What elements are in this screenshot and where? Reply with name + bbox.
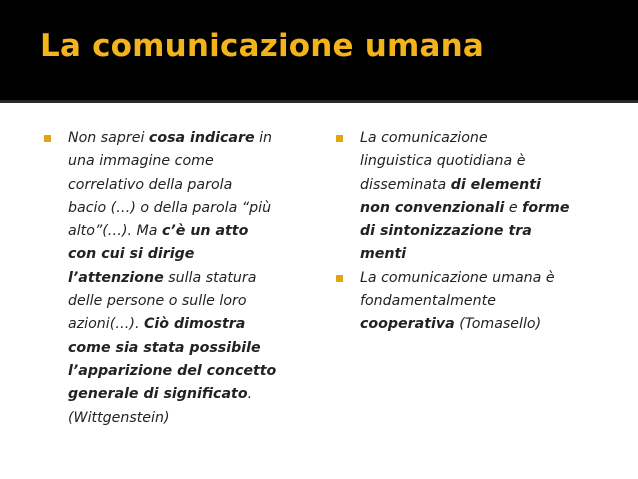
text-run: Non saprei <box>68 130 149 146</box>
text-line <box>68 127 312 150</box>
text-run: di elementi <box>450 176 541 193</box>
text-line <box>360 290 626 313</box>
slide-title: La comunicazione umana <box>40 28 485 64</box>
text-line <box>68 243 312 266</box>
right-bullet-text-1 <box>360 127 626 267</box>
square-bullet-icon <box>44 135 51 142</box>
text-run: fondamentalmente <box>360 293 496 310</box>
text-run: di sintonizzazione tra <box>360 223 532 240</box>
text-run: l’apparizione del concetto <box>68 362 277 379</box>
text-run: l’attenzione <box>68 269 164 286</box>
text-line <box>360 174 626 197</box>
text-run: menti <box>360 246 407 263</box>
text-run: (Tomasello) <box>454 316 542 333</box>
text-run: una immagine come <box>68 153 214 170</box>
square-bullet-icon <box>336 135 343 142</box>
text-line <box>68 290 312 313</box>
text-line <box>68 174 312 197</box>
text-line <box>68 337 312 360</box>
text-line <box>360 150 626 173</box>
text-line <box>360 267 626 290</box>
text-line <box>68 150 312 173</box>
text-run: con cui si dirige <box>68 246 195 263</box>
text-run: e <box>504 199 523 216</box>
text-line <box>68 383 312 406</box>
text-run: c’è un atto <box>161 223 249 240</box>
text-run: sulla statura <box>163 269 257 286</box>
text-run: in <box>254 130 273 146</box>
title-divider <box>0 100 638 103</box>
text-run: Ciò dimostra <box>143 316 246 333</box>
text-line <box>68 407 312 430</box>
text-run: generale di significato <box>68 386 248 403</box>
text-run: cooperativa <box>360 316 455 333</box>
text-run: La comunicazione umana è <box>360 269 555 286</box>
text-run: correlativo della parola <box>68 176 233 193</box>
text-line <box>360 197 626 220</box>
text-line <box>68 313 312 336</box>
text-run: cosa indicare <box>148 130 255 146</box>
text-run: come sia stata possibile <box>68 339 261 356</box>
left-bullet-text <box>68 127 312 430</box>
text-run: La comunicazione <box>360 130 488 146</box>
text-run: bacio (…) o della parola “più <box>68 199 272 216</box>
text-run: alto”(…). Ma <box>68 223 162 240</box>
text-line <box>360 243 626 266</box>
text-run: delle persone o sulle loro <box>68 293 247 310</box>
right-bullet-item-2 <box>336 267 626 337</box>
right-column <box>336 127 626 337</box>
text-line <box>360 313 626 336</box>
text-line <box>68 267 312 290</box>
right-bullet-text-2 <box>360 267 626 337</box>
square-bullet-icon <box>336 275 343 282</box>
text-run: linguistica quotidiana è <box>360 153 526 170</box>
text-run: non convenzionali <box>360 199 505 216</box>
text-run: (Wittgenstein) <box>68 409 170 426</box>
left-column <box>44 127 312 430</box>
text-line <box>360 127 626 150</box>
text-run: forme <box>522 199 570 216</box>
text-run: . <box>247 386 253 403</box>
right-bullet-item-1 <box>336 127 626 267</box>
text-run: azioni(…). <box>68 316 144 333</box>
text-line <box>68 360 312 383</box>
text-line <box>360 220 626 243</box>
text-line <box>68 220 312 243</box>
left-bullet-item <box>44 127 312 430</box>
text-run: disseminata <box>360 176 451 193</box>
title-band <box>0 0 638 103</box>
text-line <box>68 197 312 220</box>
